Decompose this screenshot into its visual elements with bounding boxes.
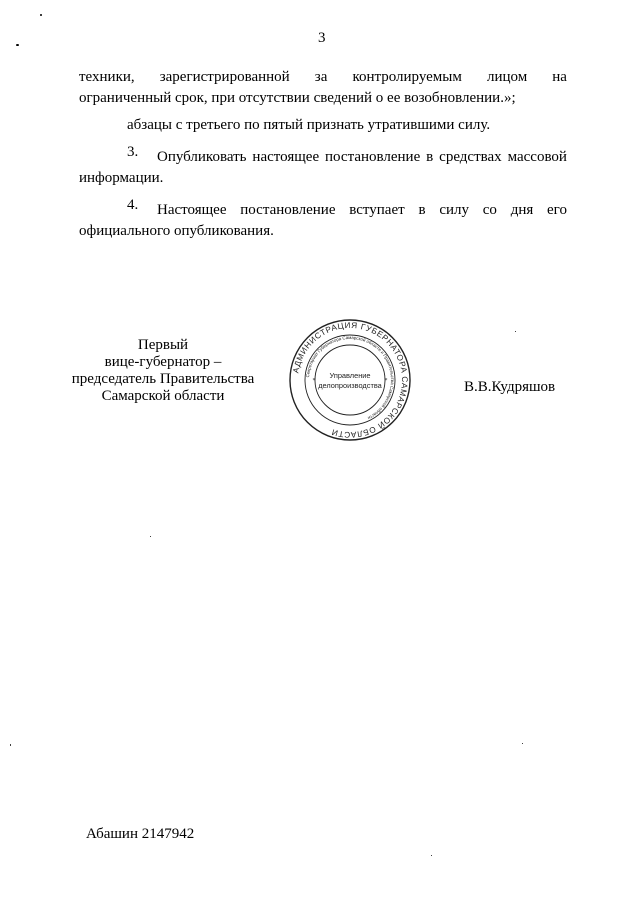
paragraph-3-line-1: [157, 144, 567, 170]
stamp-inner-text: Секретариат Губернатора Самарской области и Правительства Самарской области: [305, 334, 396, 421]
word: его: [547, 202, 567, 218]
executor-info: Абашин 2147942: [86, 826, 195, 842]
scan-speck: [515, 331, 516, 332]
stamp-center-line-2: делопроизводства: [318, 381, 382, 390]
signer-title-line: Первый: [137, 337, 189, 353]
signer-name: В.В.Кудряшов: [464, 379, 556, 395]
paragraph-2: абзацы с третьего по пятый признать утратившими силу.: [127, 117, 491, 133]
word: в: [418, 202, 426, 218]
scan-speck: [40, 14, 42, 16]
word: лицом: [486, 69, 528, 85]
paragraph-4-line-1: [157, 197, 567, 223]
stamp-center-line-1: Управление: [329, 371, 371, 380]
word: дня: [510, 202, 534, 218]
word: вступает: [349, 202, 405, 218]
word: настоящее: [252, 149, 320, 165]
word: контролируемым: [352, 69, 462, 85]
word: в: [426, 149, 434, 165]
paragraph-3-line-2: информации.: [79, 170, 164, 186]
signer-title-line: председатель Правительства: [71, 371, 255, 387]
word: постановление: [325, 149, 421, 165]
signer-title-line: Самарской области: [101, 388, 225, 404]
word: средствах: [439, 149, 502, 165]
word: на: [552, 69, 567, 85]
scan-speck: [16, 44, 19, 46]
scan-speck: [150, 536, 151, 537]
word: зарегистрированной: [159, 69, 290, 85]
word: постановление: [240, 202, 336, 218]
word: Настоящее: [157, 202, 227, 218]
paragraph-4-number: 4.: [127, 197, 139, 213]
word: силу: [439, 202, 469, 218]
stamp-star-right: *: [384, 378, 388, 384]
word: массовой: [507, 149, 567, 165]
page-number: 3: [318, 30, 326, 46]
signer-title: [52, 337, 274, 405]
signer-title-line: вице-губернатор –: [104, 354, 222, 370]
scan-speck: [431, 855, 432, 856]
paragraph-4-line-2: официального опубликования.: [79, 223, 274, 239]
scan-speck: [522, 743, 523, 744]
official-stamp: [288, 318, 412, 442]
paragraph-3-number: 3.: [127, 144, 139, 160]
word: техники,: [79, 69, 135, 85]
word: Опубликовать: [157, 149, 247, 165]
stamp-star-left: *: [312, 378, 316, 384]
word: за: [314, 69, 328, 85]
stamp-outer-text: АДМИНИСТРАЦИЯ ГУБЕРНАТОРА САМАРСКОЙ ОБЛАСТИ: [291, 320, 410, 440]
paragraph-1-line-2: ограниченный срок, при отсутствии сведений о ее возобновлении.»;: [79, 90, 516, 106]
word: со: [482, 202, 497, 218]
scan-speck: [10, 744, 11, 746]
paragraph-1-line-1: [79, 64, 567, 90]
